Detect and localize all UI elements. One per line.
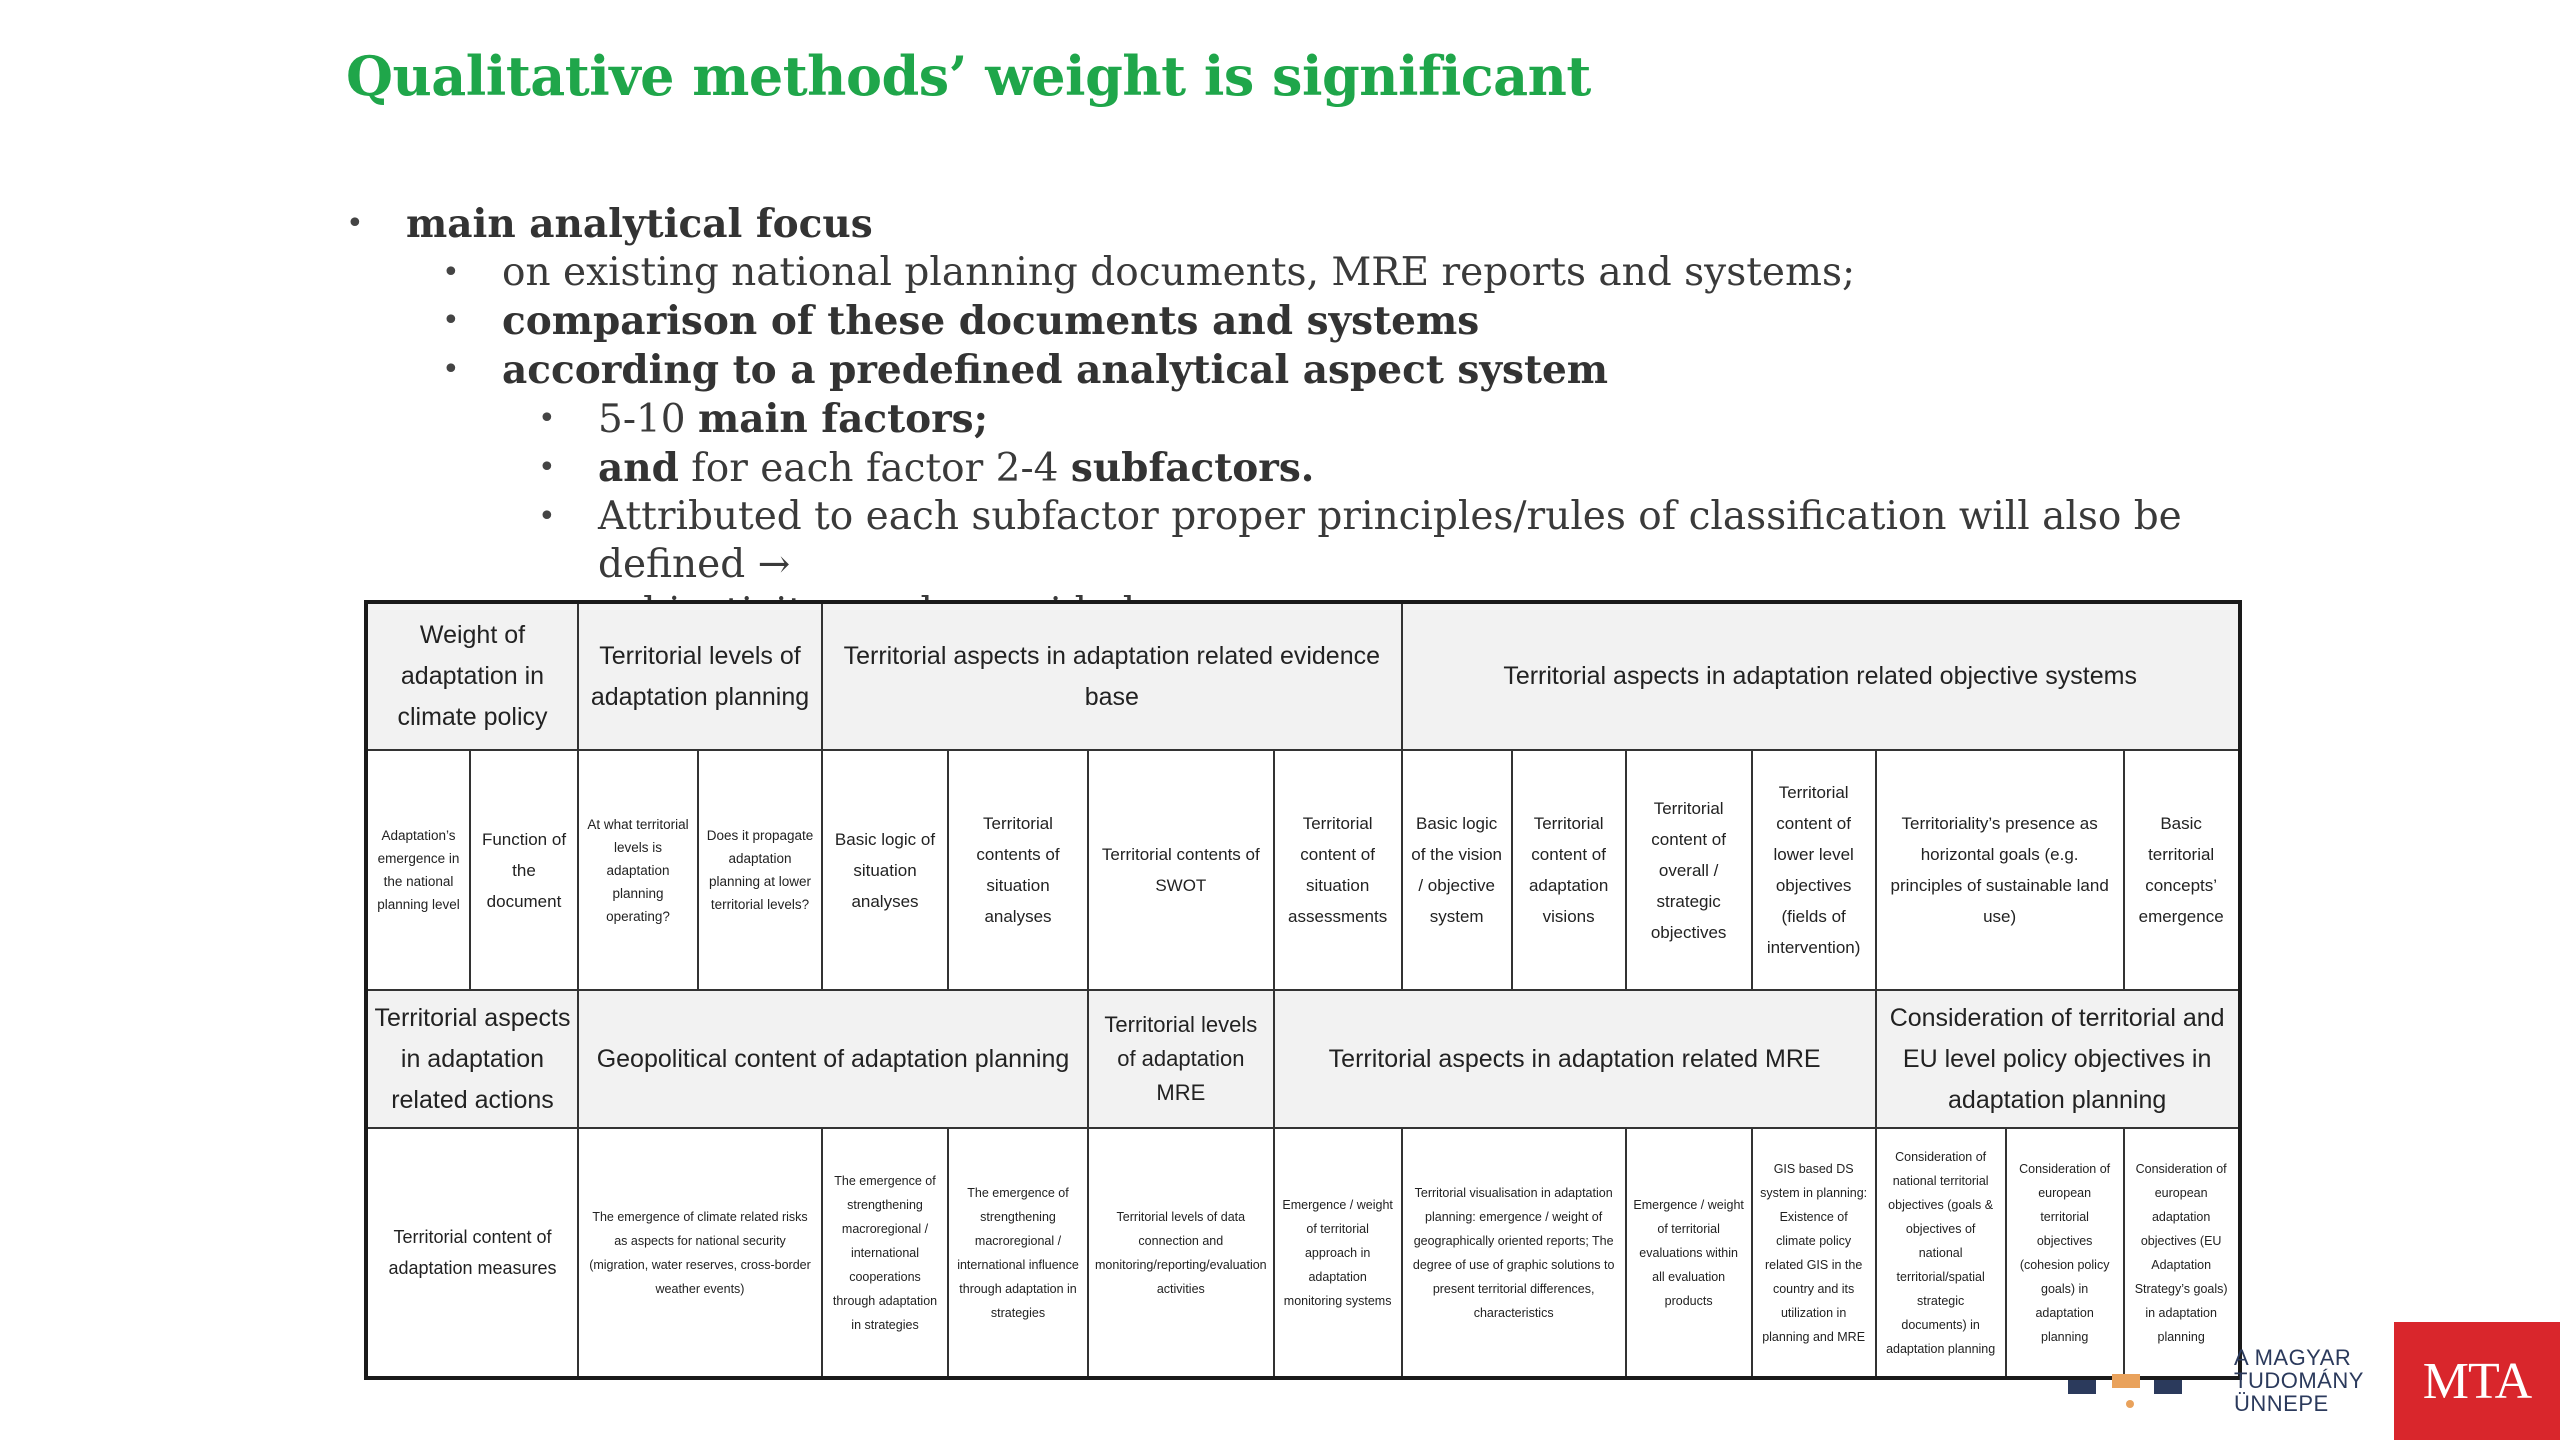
table-cell: Basic territorial concepts’ emergence	[2124, 750, 2240, 990]
table-cell: Territorial levels of data connection and monitoring/reporting/evaluation activities	[1088, 1128, 1274, 1378]
header-geopolitical-content: Geopolitical content of adaptation planning	[578, 990, 1088, 1128]
logo-line: TUDOMÁNY	[2234, 1368, 2364, 1393]
bullet-text: according to a predefined analytical aspect system	[502, 347, 1609, 393]
mta-logo-text: MTA	[2422, 1352, 2532, 1410]
table-cell: The emergence of climate related risks as aspects for national security (migration, water reserves, cross-border weather events)	[578, 1128, 822, 1378]
header-adaptation-mre: Territorial aspects in adaptation related MRE	[1274, 990, 1876, 1128]
event-logo-text	[2234, 1346, 2364, 1415]
header-policy-objectives: Consideration of territorial and EU level policy objectives in adaptation planning	[1876, 990, 2240, 1128]
header-evidence-base: Territorial aspects in adaptation related evidence base	[822, 602, 1402, 750]
bullet-dot: •	[442, 303, 460, 338]
header-levels-of-mre: Territorial levels of adaptation MRE	[1088, 990, 1274, 1128]
table-row	[366, 990, 2240, 1128]
table-cell: The emergence of strengthening macroregional / international cooperations through adaptation in strategies	[822, 1128, 948, 1378]
table-cell: Basic logic of the vision / objective system	[1402, 750, 1512, 990]
bullet-text: Attributed to each subfactor proper principles/rules of classification will also be defined →	[598, 494, 2182, 587]
bullet-text: comparison of these documents and systems	[502, 298, 1480, 344]
bullet-text: for each factor 2-4	[678, 446, 1071, 491]
table-cell: Consideration of national territorial objectives (goals & objectives of national territorial/spatial strategic documents) in adaptation planning	[1876, 1128, 2006, 1378]
header-objective-systems: Territorial aspects in adaptation related objective systems	[1402, 602, 2240, 750]
table-cell: The emergence of strengthening macroregional / international influence through adaptation in strategies	[948, 1128, 1088, 1378]
table-cell: Consideration of european territorial objectives (cohesion policy goals) in adaptation planning	[2006, 1128, 2124, 1378]
table-cell: Adaptation’s emergence in the national planning level	[366, 750, 470, 990]
mta-logo	[2394, 1322, 2560, 1440]
bullet-level2	[346, 249, 2226, 297]
bullet-text: on existing national planning documents, MRE reports and systems;	[502, 250, 1856, 295]
bullet-level3	[346, 444, 2226, 493]
bullet-dot: •	[442, 255, 460, 290]
bullet-list	[346, 200, 2226, 637]
table-cell: Territorial content of overall / strategic objectives	[1626, 750, 1752, 990]
table-row	[366, 1128, 2240, 1378]
bullet-text: main analytical focus	[406, 201, 873, 247]
header-territorial-levels: Territorial levels of adaptation planning	[578, 602, 822, 750]
header-adaptation-actions: Territorial aspects in adaptation related actions	[366, 990, 578, 1128]
table-cell: Emergence / weight of territorial evaluations within all evaluation products	[1626, 1128, 1752, 1378]
bullet-text-bold: subfactors.	[1070, 445, 1315, 491]
bullet-level2	[346, 346, 2226, 395]
analytical-aspects-table	[364, 600, 2242, 1380]
table-cell: Territorial content of adaptation visions	[1512, 750, 1626, 990]
table-cell: Territorial contents of SWOT	[1088, 750, 1274, 990]
bullet-dot: •	[538, 499, 556, 534]
bullet-dot: •	[538, 401, 556, 436]
logo-line: A MAGYAR	[2234, 1345, 2352, 1370]
bullet-level1	[346, 200, 2226, 249]
table-cell: At what territorial levels is adaptation planning operating?	[578, 750, 698, 990]
table-cell: Function of the document	[470, 750, 578, 990]
bullet-dot: •	[538, 450, 556, 485]
table-cell: Territorial content of situation assessments	[1274, 750, 1402, 990]
bullet-text: 5-10	[598, 397, 699, 442]
table-cell: Territorial content of adaptation measures	[366, 1128, 578, 1378]
bullet-level3	[346, 395, 2226, 444]
bullet-dot: •	[442, 352, 460, 387]
header-weight-of-adaptation: Weight of adaptation in climate policy	[366, 602, 578, 750]
bullet-text-bold: main factors;	[698, 396, 989, 442]
table-cell: Consideration of european adaptation objectives (EU Adaptation Strategy’s goals) in adaptation planning	[2124, 1128, 2240, 1378]
table-row	[366, 750, 2240, 990]
table-cell: GIS based DS system in planning: Existence of climate policy related GIS in the country and its utilization in planning and MRE	[1752, 1128, 1876, 1378]
bullet-level2	[346, 297, 2226, 346]
table-cell: Basic logic of situation analyses	[822, 750, 948, 990]
table-cell: Does it propagate adaptation planning at lower territorial levels?	[698, 750, 822, 990]
bullet-text-bold: and	[598, 445, 679, 491]
slide-title: Qualitative methods’ weight is significant	[346, 44, 1591, 108]
table-cell: Territoriality’s presence as horizontal goals (e.g. principles of sustainable land use)	[1876, 750, 2124, 990]
table-row	[366, 602, 2240, 750]
table-cell: Territorial contents of situation analyses	[948, 750, 1088, 990]
table-cell: Territorial visualisation in adaptation planning: emergence / weight of geographically oriented reports; The degree of use of graphic solutions to present territorial differences, characteristics	[1402, 1128, 1626, 1378]
logo-line: ÜNNEPE	[2234, 1391, 2329, 1416]
table-cell: Emergence / weight of territorial approach in adaptation monitoring systems	[1274, 1128, 1402, 1378]
table-cell: Territorial content of lower level objectives (fields of intervention)	[1752, 750, 1876, 990]
bullet-dot: •	[346, 206, 364, 241]
